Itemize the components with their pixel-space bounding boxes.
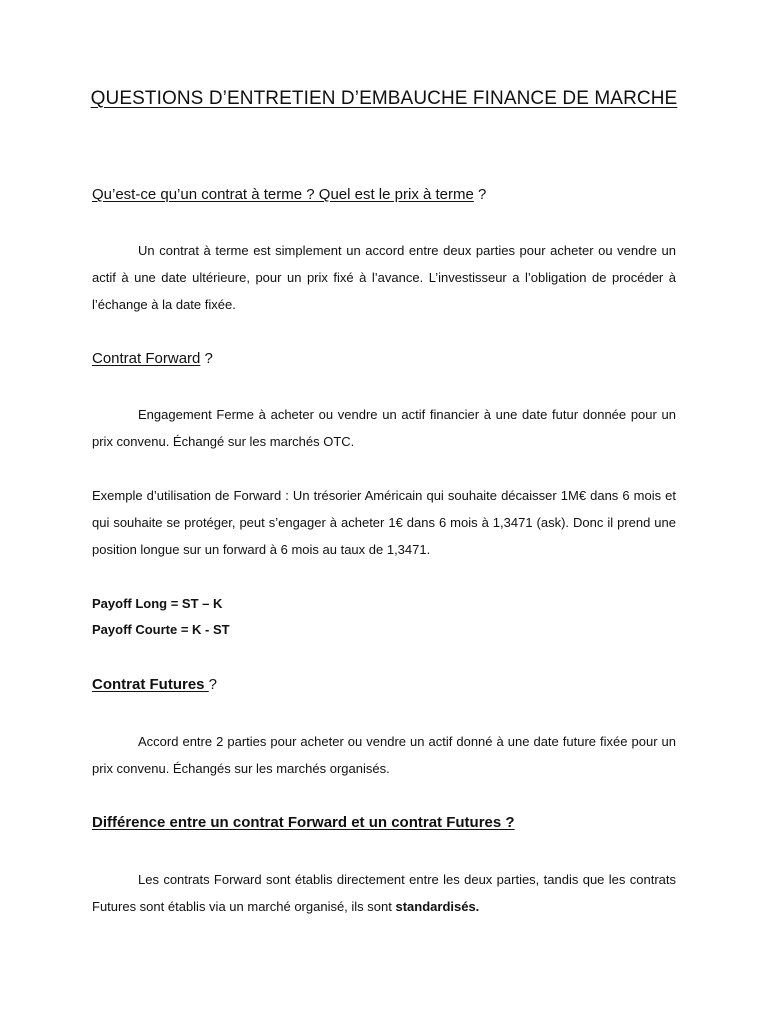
paragraph-difference-bold: standardisés. — [395, 899, 480, 914]
section-heading-difference — [92, 814, 515, 831]
document-title-text: QUESTIONS D’ENTRETIEN D’EMBAUCHE FINANCE DE MARCHE — [90, 88, 678, 109]
section-heading-contrat-futures — [92, 676, 217, 693]
payoff-short: Payoff Courte = K - ST — [92, 622, 230, 637]
section-heading-contrat-forward — [92, 350, 213, 367]
section-heading-suffix: ? — [200, 350, 213, 367]
section-heading-suffix: ? — [208, 676, 218, 693]
paragraph-contrat-futures: Accord entre 2 parties pour acheter ou vendre un actif donné à une date future fixée pour un prix convenu. Échangés sur les marchés organisés. — [92, 734, 676, 776]
paragraph-difference-text: Les contrats Forward sont établis directement entre les deux parties, tandis que les contrats Futures sont établis via un marché organisé, ils sont — [92, 872, 676, 914]
paragraph-forward-example: Exemple d’utilisation de Forward : Un trésorier Américain qui souhaite décaisser 1M€ dans 6 mois et qui souhaite se protéger, peut s’engager à acheter 1€ dans 6 mois à 1,3471 (ask). Donc il prend une position longue sur un forward à 6 mois au taux de 1,3471. — [92, 488, 676, 557]
paragraph-contrat-forward: Engagement Ferme à acheter ou vendre un actif financier à une date futur donnée pour un prix convenu. Échangé sur les marchés OTC. — [92, 407, 676, 449]
section-heading-contrat-a-terme — [92, 186, 486, 203]
payoff-long: Payoff Long = ST – K — [92, 596, 223, 611]
section-heading-text: Différence entre un contrat Forward et un contrat Futures ? — [92, 814, 515, 831]
paragraph-difference — [92, 866, 676, 920]
section-heading-text: Qu’est-ce qu’un contrat à terme ? Quel est le prix à terme — [92, 186, 474, 203]
paragraph-contrat-a-terme: Un contrat à terme est simplement un accord entre deux parties pour acheter ou vendre un actif à une date ultérieure, pour un prix fixé à l’avance. L’investisseur a l’obligation de procéder à l’échange à la date fixée. — [92, 243, 676, 312]
section-heading-text: Contrat Forward — [92, 350, 201, 367]
section-heading-suffix: ? — [473, 186, 487, 203]
document-title — [0, 88, 768, 110]
section-heading-text: Contrat Futures — [92, 676, 209, 693]
